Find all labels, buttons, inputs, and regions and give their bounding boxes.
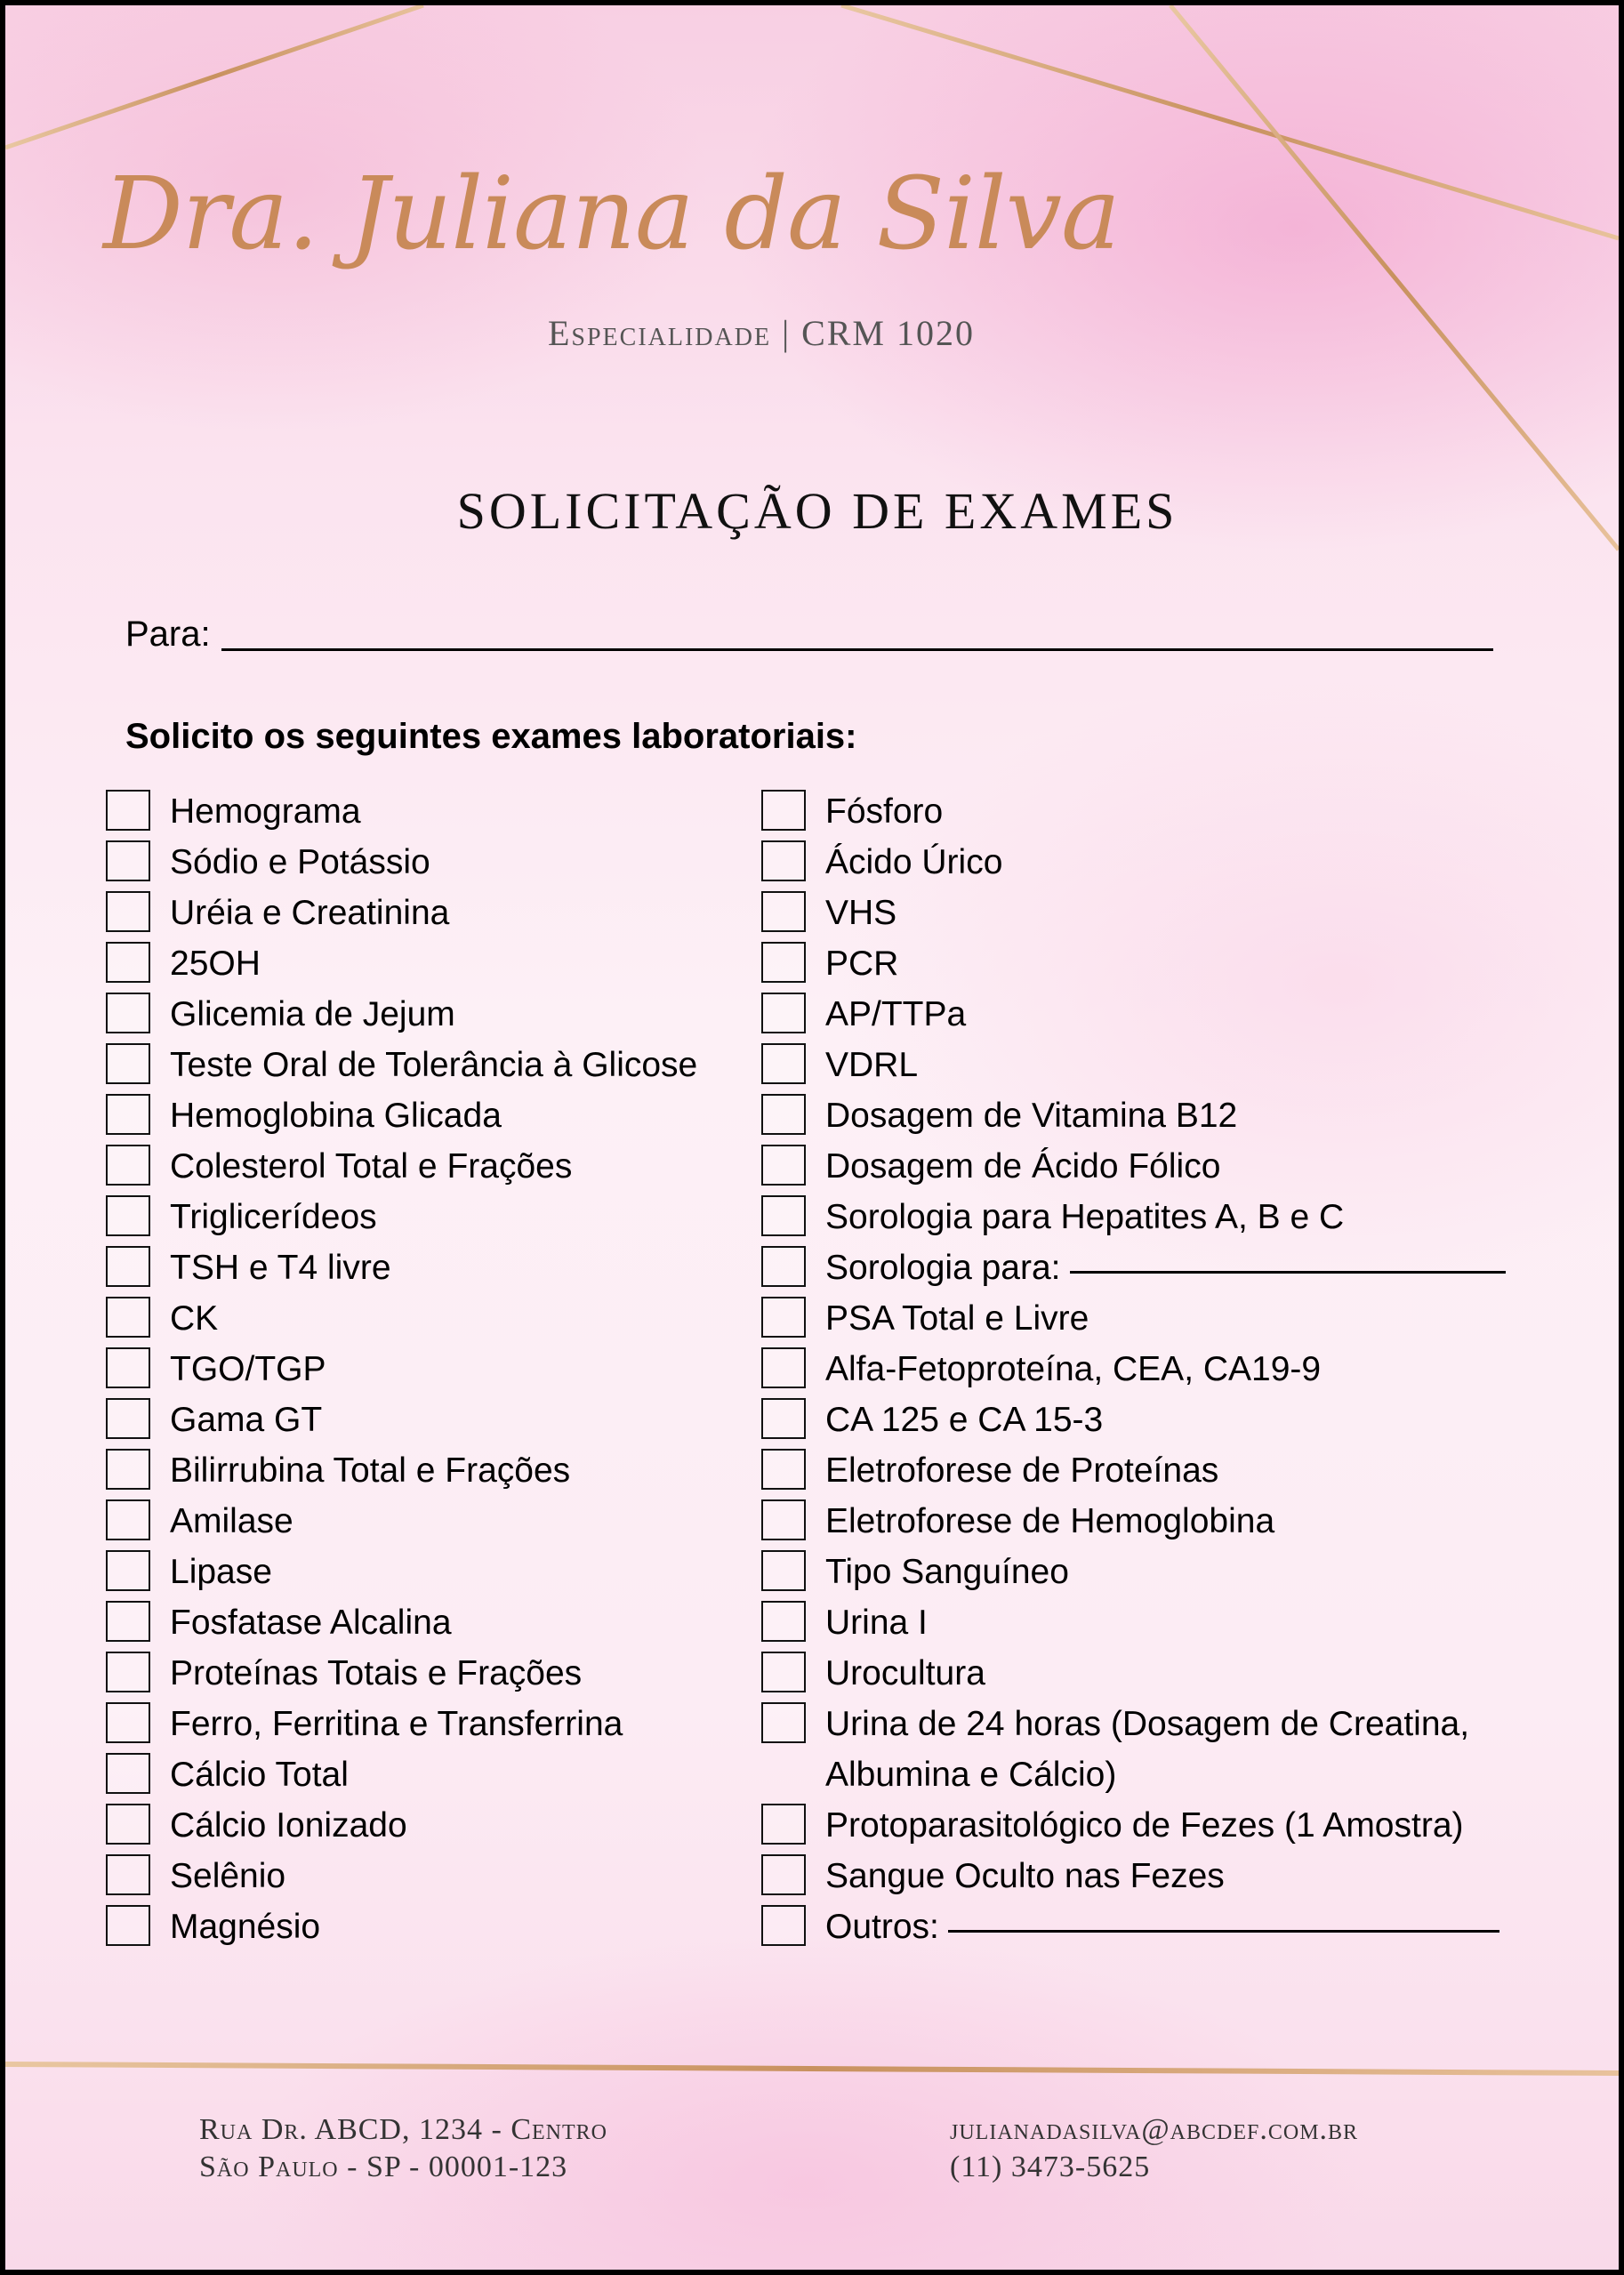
exam-checkbox[interactable] [761, 1398, 806, 1439]
exam-list-left [106, 786, 697, 1952]
exam-label: Sangue Oculto nas Fezes [825, 1857, 1225, 1895]
exam-label: VDRL [825, 1046, 919, 1084]
exam-checkbox[interactable] [106, 1449, 150, 1490]
exam-checkbox[interactable] [106, 1905, 150, 1946]
exam-item [761, 989, 1537, 1040]
exam-checkbox[interactable] [761, 1804, 806, 1845]
exam-label: Sorologia para: [825, 1249, 1061, 1287]
exam-list-right [761, 786, 1537, 1952]
exam-label: Colesterol Total e Frações [170, 1147, 573, 1186]
exam-item [106, 1851, 697, 1901]
exam-label: Lipase [170, 1553, 272, 1591]
exam-item [106, 888, 697, 938]
exam-checkbox[interactable] [106, 891, 150, 932]
exam-label: Ácido Úrico [825, 843, 1003, 881]
address-line-1: Rua Dr. ABCD, 1234 - Centro [199, 2113, 607, 2146]
exam-checkbox[interactable] [106, 1347, 150, 1388]
sorologia-input-line[interactable] [1070, 1271, 1506, 1274]
para-row [125, 615, 1493, 655]
para-label: Para: [125, 615, 211, 654]
exam-item [106, 1749, 697, 1800]
exam-label: Urocultura [825, 1654, 985, 1692]
exam-item [761, 1445, 1537, 1496]
contact-email: julianadasilva@abcdef.com.br [950, 2113, 1359, 2146]
exam-checkbox[interactable] [761, 1347, 806, 1388]
exam-item [106, 1192, 697, 1242]
exam-item [106, 938, 697, 989]
outros-input-line[interactable] [948, 1930, 1499, 1933]
exam-label: 25OH [170, 945, 261, 983]
exam-checkbox[interactable] [761, 891, 806, 932]
address-line-2: São Paulo - SP - 00001-123 [199, 2150, 568, 2183]
exam-checkbox[interactable] [761, 1652, 806, 1692]
exam-label: Uréia e Creatinina [170, 894, 450, 932]
exam-checkbox[interactable] [761, 1449, 806, 1490]
exam-checkbox[interactable] [761, 840, 806, 881]
exam-label: VHS [825, 894, 897, 932]
exam-label: Dosagem de Ácido Fólico [825, 1147, 1221, 1186]
exam-checkbox[interactable] [761, 790, 806, 831]
exam-item [761, 888, 1537, 938]
exam-item [106, 1547, 697, 1597]
exam-checkbox[interactable] [106, 1043, 150, 1084]
exam-label: CK [170, 1299, 219, 1338]
exam-label: Hemoglobina Glicada [170, 1097, 502, 1135]
exam-checkbox[interactable] [106, 942, 150, 983]
exam-label: Amilase [170, 1502, 293, 1540]
exam-checkbox[interactable] [761, 1499, 806, 1540]
footer-contact [950, 2111, 1358, 2186]
exam-label: Glicemia de Jejum [170, 995, 455, 1033]
exam-checkbox[interactable] [761, 1297, 806, 1338]
exam-item [106, 1395, 697, 1445]
exam-label: Triglicerídeos [170, 1198, 377, 1236]
exams-intro: Solicito os seguintes exames laboratoriais: [125, 717, 857, 756]
exam-item [106, 1800, 697, 1851]
exam-label: Cálcio Ionizado [170, 1806, 407, 1845]
exam-checkbox[interactable] [106, 1195, 150, 1236]
exam-checkbox[interactable] [761, 1854, 806, 1895]
exam-checkbox[interactable] [106, 1297, 150, 1338]
para-input-line[interactable] [221, 648, 1493, 651]
exam-checkbox[interactable] [761, 1195, 806, 1236]
exam-item [106, 1496, 697, 1547]
exam-item [106, 1597, 697, 1648]
exam-label: Bilirrubina Total e Frações [170, 1451, 571, 1490]
exam-label: Tipo Sanguíneo [825, 1553, 1069, 1591]
exam-checkbox[interactable] [761, 1043, 806, 1084]
exam-item [761, 1040, 1537, 1090]
exam-item [761, 1901, 1537, 1952]
exam-checkbox[interactable] [106, 993, 150, 1033]
exam-checkbox[interactable] [106, 1804, 150, 1845]
exam-checkbox[interactable] [106, 1550, 150, 1591]
exam-item [761, 1648, 1537, 1699]
exam-label: Fosfatase Alcalina [170, 1604, 452, 1642]
exam-label: PCR [825, 945, 899, 983]
exam-item [761, 1851, 1537, 1901]
exam-label: Ferro, Ferritina e Transferrina [170, 1705, 623, 1743]
exam-label: AP/TTPa [825, 995, 967, 1033]
exam-checkbox[interactable] [106, 1094, 150, 1135]
exam-label: Outros: [825, 1908, 939, 1946]
exam-checkbox[interactable] [106, 1702, 150, 1743]
exam-item [761, 1496, 1537, 1547]
exam-checkbox[interactable] [761, 1702, 806, 1743]
exam-label-with-line [825, 1901, 1499, 1952]
exam-label: CA 125 e CA 15-3 [825, 1401, 1104, 1439]
exam-label: Urina de 24 horas (Dosagem de Creatina, Albumina e Cálcio) [825, 1705, 1470, 1794]
exam-checkbox[interactable] [761, 1145, 806, 1186]
exam-item [761, 1090, 1537, 1141]
exam-item [106, 1699, 697, 1749]
exam-item [106, 1293, 697, 1344]
exam-checkbox[interactable] [106, 1854, 150, 1895]
exam-label-with-line [825, 1242, 1506, 1293]
exam-item [761, 1699, 1537, 1800]
exam-checkbox[interactable] [761, 993, 806, 1033]
exam-item [106, 837, 697, 888]
exam-item [761, 1242, 1537, 1293]
exam-label: TSH e T4 livre [170, 1249, 391, 1287]
doctor-name: Dra. Juliana da Silva [103, 157, 1120, 272]
exam-item [106, 1901, 697, 1952]
exam-checkbox[interactable] [106, 1499, 150, 1540]
exam-item [106, 1445, 697, 1496]
exam-item [106, 989, 697, 1040]
exam-label: Gama GT [170, 1401, 323, 1439]
exam-checkbox[interactable] [761, 942, 806, 983]
exam-label: Teste Oral de Tolerância à Glicose [170, 1046, 698, 1084]
exam-item [761, 1547, 1537, 1597]
exam-label: Hemograma [170, 792, 361, 831]
exam-checkbox[interactable] [106, 790, 150, 831]
exam-checkbox[interactable] [761, 1601, 806, 1642]
exam-label: Eletroforese de Proteínas [825, 1451, 1219, 1490]
exam-label: Sorologia para Hepatites A, B e C [825, 1198, 1345, 1236]
specialty-crm: Especialidade | CRM 1020 [547, 313, 975, 353]
exam-label: Magnésio [170, 1908, 321, 1946]
exam-item [106, 1344, 697, 1395]
exam-item [106, 1090, 697, 1141]
exam-item [106, 786, 697, 837]
exam-item [106, 1141, 697, 1192]
exam-label: Selênio [170, 1857, 286, 1895]
exam-label: Protoparasitológico de Fezes (1 Amostra) [825, 1806, 1464, 1845]
exam-label: Cálcio Total [170, 1756, 349, 1794]
exam-checkbox[interactable] [761, 1905, 806, 1946]
exam-item [761, 1192, 1537, 1242]
exam-item [106, 1648, 697, 1699]
exam-item [106, 1242, 697, 1293]
exam-item [761, 1597, 1537, 1648]
exam-item [761, 938, 1537, 989]
exam-label: Alfa-Fetoproteína, CEA, CA19-9 [825, 1350, 1322, 1388]
exam-item [761, 1344, 1537, 1395]
exam-item [106, 1040, 697, 1090]
exam-label: Proteínas Totais e Frações [170, 1654, 583, 1692]
exam-checkbox[interactable] [106, 840, 150, 881]
exam-label: Eletroforese de Hemoglobina [825, 1502, 1275, 1540]
exam-item [761, 837, 1537, 888]
exam-label: TGO/TGP [170, 1350, 326, 1388]
exam-checkbox[interactable] [761, 1246, 806, 1287]
footer-address [199, 2111, 607, 2186]
exam-checkbox[interactable] [761, 1094, 806, 1135]
exam-item [761, 1293, 1537, 1344]
form-title: SOLICITAÇÃO DE EXAMES [456, 482, 1178, 540]
exam-checkbox[interactable] [106, 1145, 150, 1186]
exam-checkbox[interactable] [106, 1246, 150, 1287]
exam-item [761, 786, 1537, 837]
contact-phone: (11) 3473-5625 [950, 2150, 1151, 2183]
exam-label: Dosagem de Vitamina B12 [825, 1097, 1238, 1135]
exam-label: Urina I [825, 1604, 928, 1642]
exam-item [761, 1141, 1537, 1192]
exam-label: Sódio e Potássio [170, 843, 430, 881]
exam-label: PSA Total e Livre [825, 1299, 1089, 1338]
exam-item [761, 1800, 1537, 1851]
exam-checkbox[interactable] [106, 1652, 150, 1692]
exam-checkbox[interactable] [761, 1550, 806, 1591]
exam-item [761, 1395, 1537, 1445]
exam-checkbox[interactable] [106, 1753, 150, 1794]
exam-checkbox[interactable] [106, 1601, 150, 1642]
exam-label: Fósforo [825, 792, 944, 831]
exam-checkbox[interactable] [106, 1398, 150, 1439]
